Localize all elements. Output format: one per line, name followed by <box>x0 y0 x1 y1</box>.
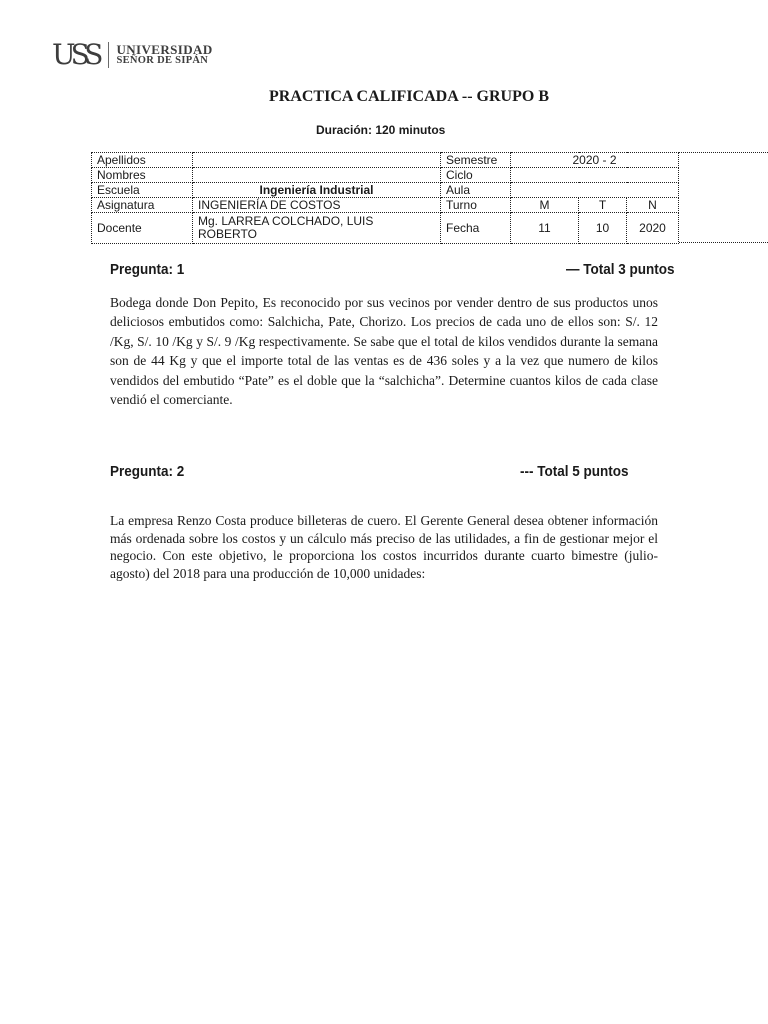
table-side-box <box>679 152 768 243</box>
label-escuela: Escuela <box>92 183 193 198</box>
turno-t: T <box>579 198 627 213</box>
docente-line-2: ROBERTO <box>198 227 257 241</box>
value-semestre: 2020 - 2 <box>511 153 679 168</box>
question-2-text: La empresa Renzo Costa produce billeteras de cuero. El Gerente General desea obtener información más ordenada sobre los costos y un cálculo más preciso de las utilidades, a fin de gestionar mejor el negocio. Con este objetivo, le proporciona los costos incurridos durante cuarto bimestre (julio-agosto) del 2018 para una producción de 10,000 unidades: <box>110 513 658 581</box>
duration-text: Duración: 120 minutos <box>316 123 446 137</box>
question-1-points: — Total 3 puntos <box>566 261 675 278</box>
value-asignatura: INGENIERÍA DE COSTOS <box>193 198 441 213</box>
fecha-day: 11 <box>511 213 579 244</box>
docente-line-1: Mg. LARREA COLCHADO, LUIS <box>198 214 374 228</box>
label-docente: Docente <box>92 213 193 244</box>
question-1-label: Pregunta: 1 <box>110 261 185 278</box>
value-escuela: Ingeniería Industrial <box>193 183 441 198</box>
page-title: PRACTICA CALIFICADA -- GRUPO B <box>268 88 549 105</box>
label-apellidos: Apellidos <box>92 153 193 168</box>
label-fecha: Fecha <box>441 213 511 244</box>
value-nombres[interactable] <box>193 168 441 183</box>
label-nombres: Nombres <box>92 168 193 183</box>
row-nombres <box>92 168 679 183</box>
row-docente <box>92 213 679 244</box>
turno-m: M <box>511 198 579 213</box>
logo-line-1: UNIVERSIDAD <box>116 42 213 57</box>
uss-logo-icon: USS <box>52 38 99 71</box>
question-2-points: --- Total 5 puntos <box>520 463 629 480</box>
label-turno: Turno <box>441 198 511 213</box>
logo-line-2: SEÑOR DE SIPÁN <box>116 55 209 66</box>
fecha-month: 10 <box>579 213 627 244</box>
label-asignatura: Asignatura <box>92 198 193 213</box>
row-apellidos <box>92 153 679 168</box>
label-semestre: Semestre <box>441 153 511 168</box>
question-2-label: Pregunta: 2 <box>110 463 185 480</box>
logo-divider <box>108 42 109 68</box>
student-info-table <box>91 152 679 244</box>
logo-wordmark <box>116 44 212 66</box>
university-logo <box>52 40 213 70</box>
value-ciclo[interactable] <box>511 168 679 183</box>
row-escuela <box>92 183 679 198</box>
turno-n: N <box>627 198 679 213</box>
value-docente <box>193 213 441 244</box>
label-aula: Aula <box>441 183 511 198</box>
label-ciclo: Ciclo <box>441 168 511 183</box>
value-aula[interactable] <box>511 183 679 198</box>
question-1-text: Bodega donde Don Pepito, Es reconocido por sus vecinos por vender dentro de sus productos unos deliciosos embutidos como: Salchicha, Pate, Chorizo. Los precios de cada uno de ellos son: S/. 12 /Kg, S/. 10 /Kg y S/. 9 /Kg respectivamente. Se sabe que el total de kilos vendidos durante la semana son de 44 Kg y que el importe total de las ventas es de 436 soles y a la vez que numero de kilos vendidos del embutido “Pate” es el doble que la “salchicha”. Determine cuantos kilos de cada clase vendió el comerciante. <box>110 295 658 408</box>
fecha-year: 2020 <box>627 213 679 244</box>
row-asignatura <box>92 198 679 213</box>
value-apellidos[interactable] <box>193 153 441 168</box>
